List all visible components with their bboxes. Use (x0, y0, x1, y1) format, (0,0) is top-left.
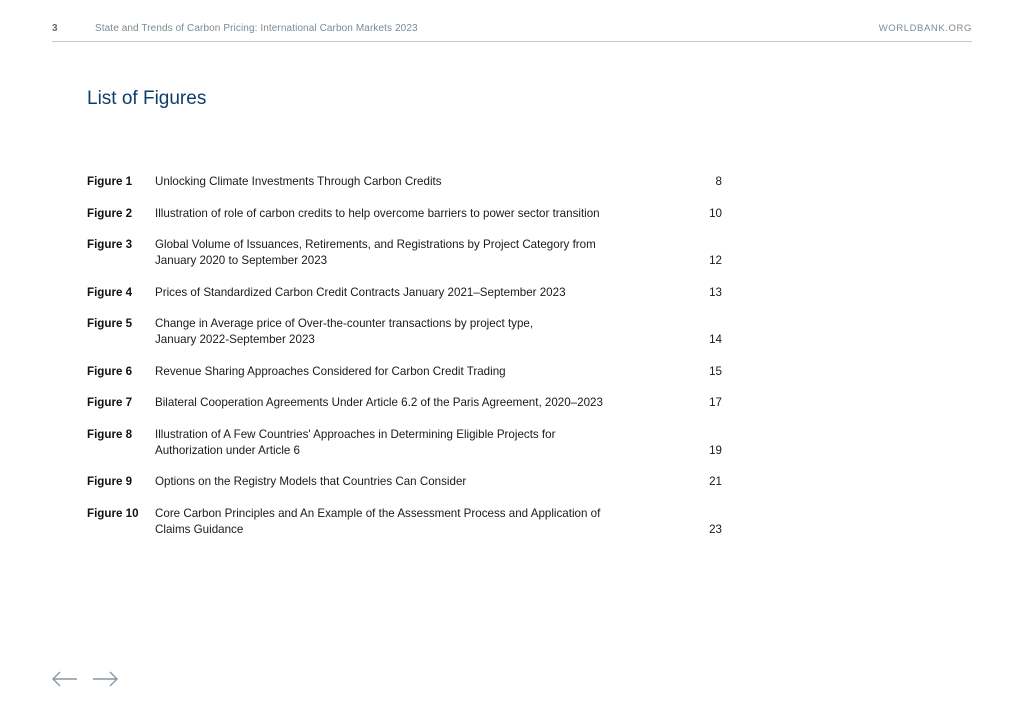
figure-label: Figure 1 (87, 175, 133, 188)
figure-entry-3[interactable] (87, 237, 722, 269)
figure-entry-5[interactable] (87, 316, 722, 348)
figure-entry-6[interactable] (87, 364, 722, 380)
site-link[interactable]: WORLDBANK.ORG (878, 23, 972, 34)
figure-label: Figure 9 (87, 475, 133, 488)
figure-label: Figure 2 (87, 206, 133, 220)
document-title: State and Trends of Carbon Pricing: International Carbon Markets 2023 (95, 23, 418, 34)
figure-entry-10[interactable] (87, 506, 722, 538)
page-title: List of Figures (87, 88, 207, 109)
figure-title: Prices of Standardized Carbon Credit Contracts January 2021–September 2023 (155, 285, 566, 299)
figure-title: Global Volume of Issuances, Retirements, and Registrations by Project Category from January 2020 to September 2023 (155, 238, 596, 267)
figure-title: Revenue Sharing Approaches Considered for Carbon Credit Trading (155, 364, 506, 378)
page-number: 3 (52, 23, 58, 34)
figure-page: 13 (709, 285, 722, 299)
figure-entry-7[interactable] (87, 395, 722, 411)
figure-title: Change in Average price of Over-the-counter transactions by project type, January 2022-September 2023 (155, 317, 534, 346)
figure-page: 14 (709, 333, 722, 346)
page-header (52, 0, 972, 42)
figure-label: Figure 8 (87, 427, 133, 441)
figure-page: 19 (709, 443, 722, 457)
arrow-left-icon[interactable] (52, 670, 78, 688)
figure-title: Illustration of A Few Countries' Approaches in Determining Eligible Projects for Authorization under Article 6 (155, 427, 556, 457)
figure-label: Figure 10 (87, 506, 139, 520)
figure-page: 21 (709, 475, 722, 488)
arrow-right-icon[interactable] (92, 670, 118, 688)
figure-entry-2[interactable] (87, 206, 722, 222)
figure-label: Figure 5 (87, 317, 133, 330)
figure-page: 23 (709, 522, 722, 536)
figure-page: 15 (709, 364, 722, 378)
figure-label: Figure 3 (87, 238, 133, 251)
figure-title: Bilateral Cooperation Agreements Under Article 6.2 of the Paris Agreement, 2020–2023 (155, 396, 603, 409)
figure-title: Unlocking Climate Investments Through Carbon Credits (155, 175, 442, 188)
figure-title: Core Carbon Principles and An Example of the Assessment Process and Application of Claims Guidance (155, 506, 601, 536)
figure-page: 10 (709, 206, 722, 220)
figure-list (87, 174, 722, 553)
figure-label: Figure 6 (87, 364, 133, 378)
figure-title: Illustration of role of carbon credits to help overcome barriers to power sector transition (155, 206, 600, 220)
figure-page: 17 (709, 396, 722, 409)
figure-entry-1[interactable] (87, 174, 722, 190)
figure-entry-4[interactable] (87, 285, 722, 301)
figure-label: Figure 7 (87, 396, 133, 409)
figure-page: 8 (715, 175, 722, 188)
figure-entry-9[interactable] (87, 474, 722, 490)
figure-entry-8[interactable] (87, 427, 722, 459)
page-navigation (52, 670, 118, 688)
figure-label: Figure 4 (87, 285, 133, 299)
figure-page: 12 (709, 254, 722, 267)
figure-title: Options on the Registry Models that Countries Can Consider (155, 475, 467, 488)
